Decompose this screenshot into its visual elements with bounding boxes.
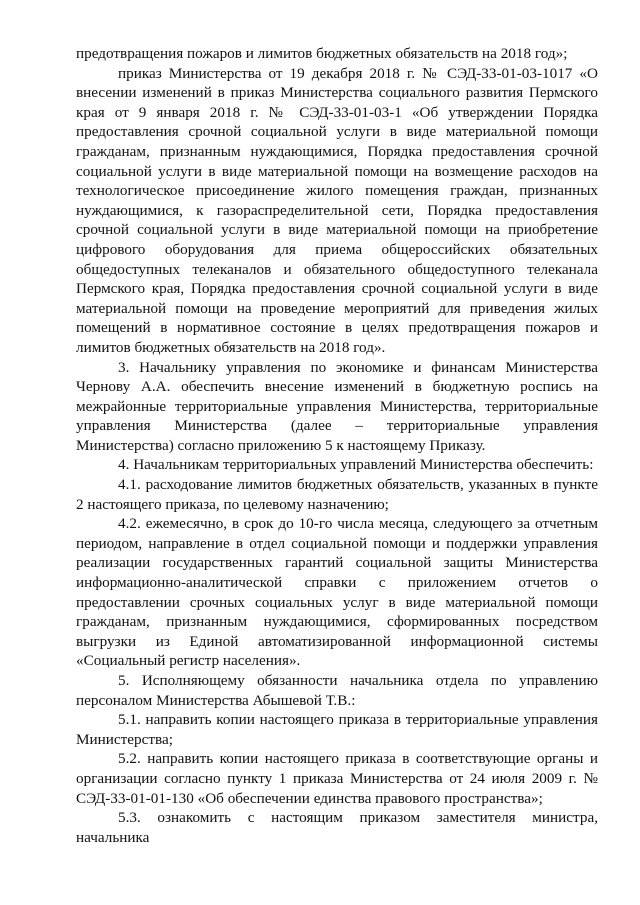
document-page	[76, 44, 598, 847]
paragraph-order-reference: приказ Министерства от 19 декабря 2018 г. № СЭД-33-01-03-1017 «О внесении изменений в приказ Министерства социального развития Пермского края от 9 января 2018 г. № СЭД-33-01-03-1 «Об утверждении Порядка предоставления срочной социальной услуги в виде материальной помощи гражданам, признанным нуждающимися, Порядка предоставления срочной социальной услуги в виде материальной помощи на возмещение расходов на технологическое присоединение жилого помещения граждан, признанных нуждающимися, к газораспределительной сети, Порядка предоставления срочной социальной услуги в виде материальной помощи на приобретение цифрового оборудования для приема общероссийских обязательных общедоступных телеканалов и обязательного общедоступного телеканала Пермского края, Порядка предоставления срочной социальной услуги в виде материальной помощи на проведение мероприятий для приведения жилых помещений в нормативное состояние в целях предотвращения пожаров и лимитов бюджетных обязательств на 2018 год».	[76, 64, 598, 356]
paragraph-item-3: 3. Начальнику управления по экономике и финансам Министерства Чернову А.А. обеспечить внесение изменений в бюджетную роспись на межрайонные территориальные управления Министерства, территориальные управления Министерства (далее – территориальные управления Министерства) согласно приложению 5 к настоящему Приказу.	[76, 358, 598, 454]
paragraph-item-4-1: 4.1. расходование лимитов бюджетных обязательств, указанных в пункте 2 настоящего приказа, по целевому назначению;	[76, 476, 598, 513]
paragraph-item-5-1: 5.1. направить копии настоящего приказа в территориальные управления Министерства;	[76, 711, 598, 748]
paragraph-item-5-2: 5.2. направить копии настоящего приказа в соответствующие органы и организации согласно пункту 1 приказа Министерства от 24 июля 2009 г. № СЭД-33-01-01-130 «Об обеспечении единства правового пространства»;	[76, 750, 598, 807]
paragraph-continuation: предотвращения пожаров и лимитов бюджетных обязательств на 2018 год»;	[76, 45, 568, 62]
paragraph-item-5: 5. Исполняющему обязанности начальника отдела по управлению персоналом Министерства Абышевой Т.В.:	[76, 672, 598, 709]
paragraph-item-5-3: 5.3. ознакомить с настоящим приказом заместителя министра, начальника	[76, 809, 598, 846]
paragraph-item-4-2: 4.2. ежемесячно, в срок до 10-го числа месяца, следующего за отчетным периодом, направление в отдел социальной помощи и поддержки управления реализации государственных гарантий социальной защиты Министерства информационно-аналитической справки с приложением отчетов о предоставлении срочных социальных услуг в виде материальной помощи гражданам, признанным нуждающимися, сформированных посредством выгрузки из Единой автоматизированной информационной системы «Социальный регистр населения».	[76, 515, 598, 670]
paragraph-item-4: 4. Начальникам территориальных управлений Министерства обеспечить:	[118, 456, 594, 474]
